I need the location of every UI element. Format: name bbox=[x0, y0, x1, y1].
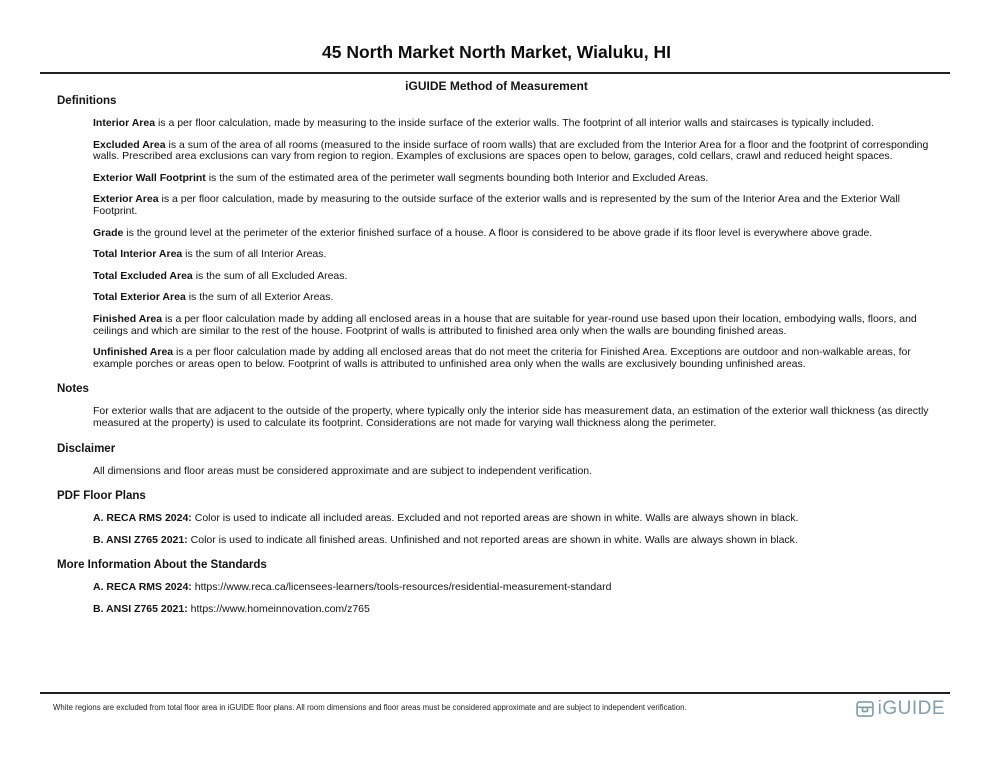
iguide-logo bbox=[855, 698, 945, 720]
definition-finished-area bbox=[93, 314, 930, 337]
definition-total-interior-area bbox=[93, 249, 930, 261]
footer-disclaimer: White regions are excluded from total floor area in iGUIDE floor plans. All room dimensions and floor areas must be considered approximate and are subject to independent verification. bbox=[53, 703, 687, 712]
standard-text: Color is used to indicate all finished areas. Unfinished and not reported areas are shown in white. Walls are always shown in black. bbox=[187, 533, 798, 546]
definition-total-exterior-area bbox=[93, 292, 930, 304]
definition-exterior-area bbox=[93, 194, 930, 217]
pdf-floor-plans-item-reca bbox=[93, 513, 930, 525]
pdf-floor-plans-heading: PDF Floor Plans bbox=[57, 490, 146, 503]
definition-text: is the sum of all Exterior Areas. bbox=[185, 291, 334, 304]
disclaimer-heading: Disclaimer bbox=[57, 442, 116, 455]
definition-text: is the sum of all Excluded Areas. bbox=[192, 269, 348, 282]
notes-heading: Notes bbox=[57, 383, 89, 396]
definition-text: is the sum of all Interior Areas. bbox=[182, 248, 327, 261]
page-title: 45 North Market North Market, Wialuku, HI bbox=[322, 42, 671, 62]
disclaimer-paragraph: All dimensions and floor areas must be considered approximate and are subject to independent verification. bbox=[93, 464, 593, 477]
more-information-item-reca bbox=[93, 582, 930, 594]
definitions-heading: Definitions bbox=[57, 95, 117, 107]
definition-exterior-wall-footprint bbox=[93, 173, 930, 185]
iguide-logo-icon bbox=[855, 699, 875, 719]
definition-grade bbox=[93, 228, 930, 240]
definition-text: is the sum of the estimated area of the perimeter wall segments bounding both Interior and Excluded Areas. bbox=[205, 171, 709, 184]
measurement-subtitle: iGUIDE Method of Measurement bbox=[405, 79, 588, 93]
definition-text: is a per floor calculation, made by measuring to the inside surface of the exterior walls. The footprint of all interior walls and staircases is typically included. bbox=[155, 117, 874, 129]
definition-text: is a sum of the area of all rooms (measured to the inside surface of room walls) that are excluded from the Interior Area for a floor and the footprint of corresponding walls. Prescribed area exclusions can vary from region to region. Examples of exclusions are spaces open to below, garages, cold cellars, crawl and reduced height spaces. bbox=[93, 138, 929, 163]
definition-text: is the ground level at the perimeter of the exterior finished surface of a house. A floor is considered to be above grade if its floor level is everywhere above grade. bbox=[123, 226, 873, 239]
definition-term: Exterior Wall Footprint bbox=[93, 171, 206, 184]
more-information-heading: More Information About the Standards bbox=[57, 559, 267, 572]
definition-text: is a per floor calculation, made by measuring to the outside surface of the exterior walls and is represented by the sum of the Interior Area and the Exterior Wall Footprint. bbox=[93, 193, 900, 217]
pdf-floor-plans-item-ansi bbox=[93, 535, 930, 547]
standard-label: A. RECA RMS 2024: bbox=[93, 581, 192, 594]
title-divider bbox=[40, 72, 950, 74]
standard-url-reca[interactable]: https://www.reca.ca/licensees-learners/tools-resources/residential-measurement-standard bbox=[191, 581, 612, 594]
footer-divider bbox=[40, 692, 950, 694]
definition-term: Grade bbox=[93, 226, 124, 239]
iguide-logo-text: iGUIDE bbox=[877, 698, 945, 719]
definition-interior-area bbox=[93, 118, 930, 130]
standard-text: Color is used to indicate all included areas. Excluded and not reported areas are shown in white. Walls are always shown in black. bbox=[191, 512, 799, 525]
definition-excluded-area bbox=[93, 140, 930, 163]
definition-term: Excluded Area bbox=[93, 138, 166, 151]
definition-term: Total Excluded Area bbox=[93, 269, 193, 282]
definition-term: Total Exterior Area bbox=[93, 291, 186, 304]
definition-term: Unfinished Area bbox=[93, 346, 174, 359]
definition-unfinished-area bbox=[93, 347, 930, 370]
standard-label: B. ANSI Z765 2021: bbox=[93, 602, 188, 615]
definition-text: is a per floor calculation made by adding all enclosed areas in a house that are suitable for year-round use based upon their location, embodying walls, floors, and ceilings and which are similar to the rest of the house. Footprint of walls is attributed to finished area only when the walls are bounding finished areas. bbox=[93, 312, 917, 337]
definition-term: Finished Area bbox=[93, 312, 163, 325]
definition-total-excluded-area bbox=[93, 271, 930, 283]
notes-paragraph: For exterior walls that are adjacent to the outside of the property, where typically only the interior side has measurement data, an estimation of the exterior wall thickness (as directly measured at the property) is used to calculate its footprint. Considerations are not made for varying wall thickness along the perimeter. bbox=[93, 405, 929, 429]
definition-term: Exterior Area bbox=[93, 193, 159, 206]
definition-term: Interior Area bbox=[93, 117, 156, 129]
standard-url-ansi[interactable]: https://www.homeinnovation.com/z765 bbox=[187, 602, 370, 615]
definition-text: is a per floor calculation made by adding all enclosed areas that do not meet the criteria for Finished Area. Exceptions are outdoor and non-walkable areas, for example porches or areas open to below. Footprint of walls is attributed to unfinished area only when the walls are exclusively bounding unfinished areas. bbox=[93, 346, 911, 370]
standard-label: A. RECA RMS 2024: bbox=[93, 512, 192, 525]
standard-label: B. ANSI Z765 2021: bbox=[93, 533, 188, 546]
more-information-item-ansi bbox=[93, 604, 930, 616]
definition-term: Total Interior Area bbox=[93, 248, 183, 261]
